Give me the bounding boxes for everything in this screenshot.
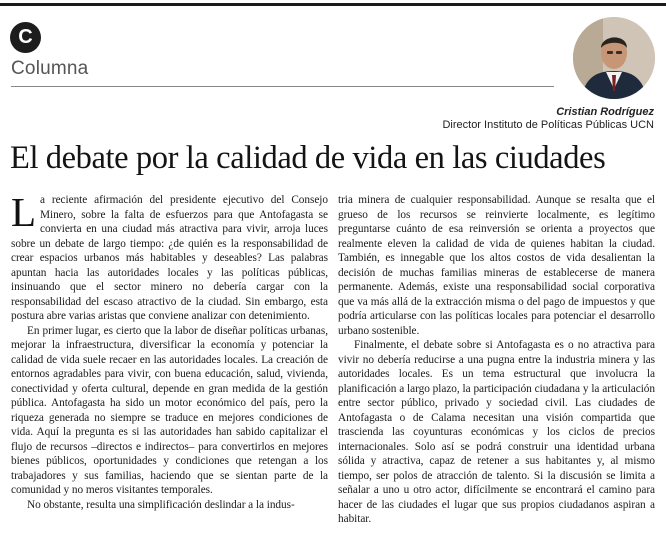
paragraph (11, 189, 328, 324)
column-badge-icon: C (10, 22, 41, 53)
author-role: Director Instituto de Políticas Públicas UCN (442, 119, 654, 131)
article-title: El debate por la calidad de vida en las ciudades (10, 140, 606, 176)
author-photo (573, 17, 655, 99)
column-right (338, 193, 655, 527)
section-divider (11, 86, 554, 87)
article-body (11, 189, 656, 527)
paragraph: En primer lugar, es cierto que la labor de diseñar políticas urbanas, mejorar la infraestructura, diversificar la economía y potenciar la calidad de vida suele recaer en las autoridades locales. La creación de entornos agradables para vivir, con buena educación, salud, vivienda, conectividad y oferta cultural, depende en gran medida de la gestión pública. Antofagasta ha sido un motor económico del país, pero la riqueza generada no siempre se traduce en mejores condiciones de vida. Aquí la pregunta es si las autoridades han sabido capitalizar el flujo de recursos –directos e indirectos– para convertirlos en mejores bienes públicos, oportunidades y condiciones que retengan a los trabajadores y sus familias, haciendo que se sientan parte de la comunidad y no meros visitantes temporales. (11, 324, 328, 496)
column-left (11, 189, 328, 527)
paragraph: Finalmente, el debate sobre si Antofagasta es o no atractiva para vivir no debería reducirse a una pugna entre la industria minera y las autoridades locales. Es un tema estructural que involucra la planificación a largo plazo, la participación ciudadana y la articulación entre sector público, privado y sociedad civil. Las ciudades de Antofagasta o de Calama necesitan una visión compartida que trascienda las coyunturas económicas y los ciclos de precios internacionales. Solo así se podrá construir una identidad urbana sólida y atractiva, capaz de retener a sus habitantes y, al mismo tiempo, ser polos de atracción de talento. Si la discusión se limita a señalar a uno u otro actor, difícilmente se encontrará el camino para hacer de las ciudades el lugar que sus propios ciudadanos aspiran a habitar. (338, 339, 655, 525)
author-name: Cristian Rodríguez (556, 106, 654, 118)
section-label: Columna (11, 58, 89, 79)
paragraph: tria minera de cualquier responsabilidad. Aunque se resalta que el grueso de los recursos se reinvierte localmente, es legítimo preguntarse cuánto de esa reinversión se orienta a proyectos que realmente eleven la calidad de vida de quienes habitan la ciudad. También, es innegable que los altos costos de vida desalientan la decisión de muchas familias mineras de establecerse de manera permanente. Además, existe una responsabilidad social corporativa que va más allá de la extracción misma o del pago de impuestos y que podría articularse con las políticas locales para potenciar el desarrollo urbano sostenible. (338, 194, 655, 337)
author-byline (442, 106, 654, 131)
paragraph-text: a reciente afirmación del presidente ejecutivo del Consejo Minero, sobre la falta de esfuerzos para que Antofagasta se convierta en una ciudad más atractiva para vivir, arroja luces sobre un debate de largo tiempo: ¿de quién es la responsabilidad de crear espacios urbanos más habitables y deseables? Las palabras apuntan hacia las autoridades locales y las políticas públicas, insinuando que el sector minero no debería cargar con la responsabilidad del escaso atractivo de la ciudad. Sin embargo, esta postura abre varias aristas que conviene analizar con detenimiento. (11, 194, 328, 322)
paragraph: No obstante, resulta una simplificación deslindar a la indus- (27, 498, 295, 511)
top-rule (0, 3, 666, 6)
dropcap: L (11, 189, 36, 235)
